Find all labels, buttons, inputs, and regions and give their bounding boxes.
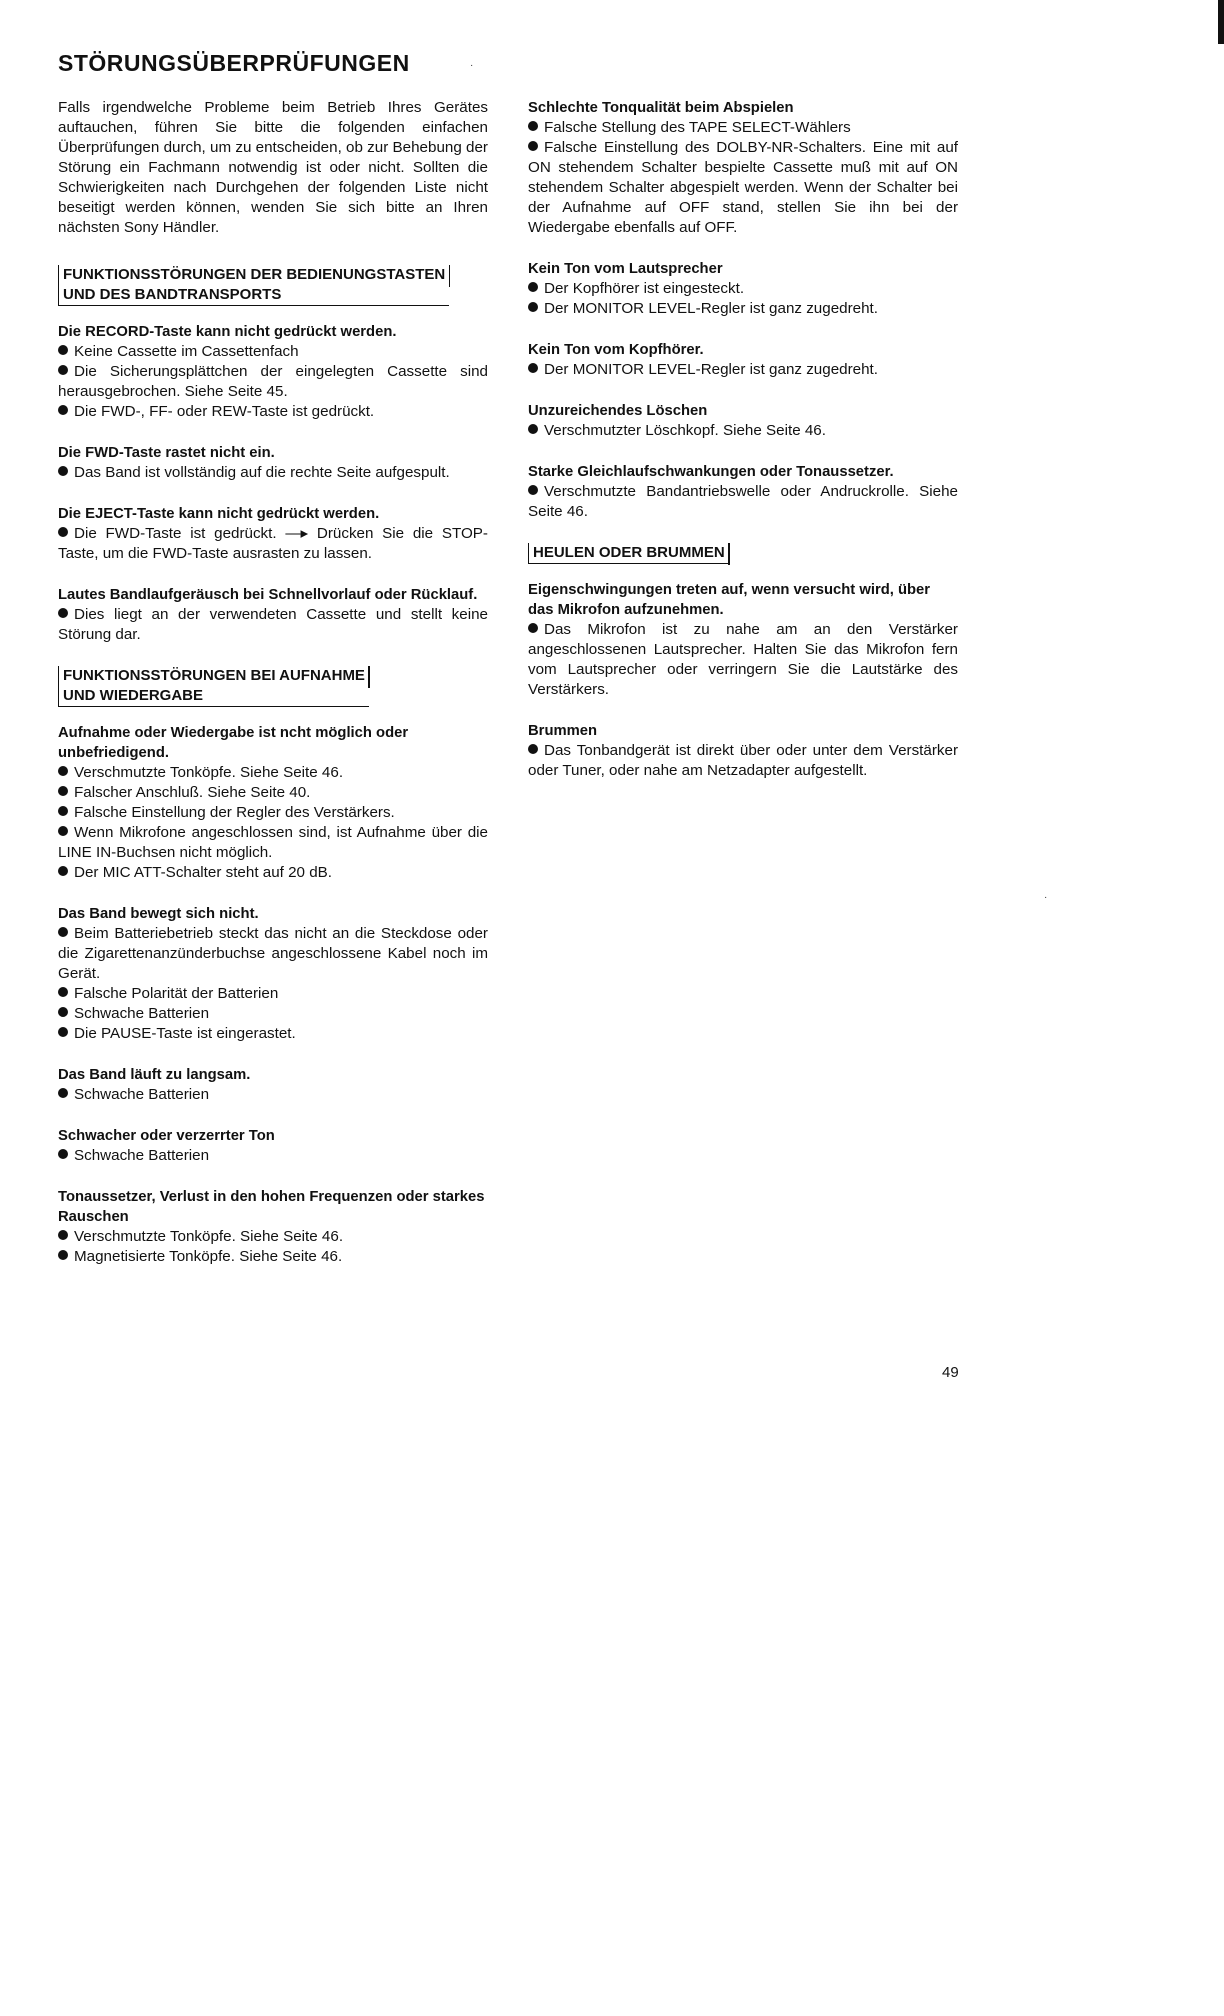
problem-title: Die EJECT-Taste kann nicht gedrückt werden. xyxy=(58,506,380,522)
trouble-section xyxy=(58,504,488,564)
cause-item xyxy=(58,1085,488,1105)
trouble-section xyxy=(58,322,488,422)
trouble-section xyxy=(528,259,958,319)
bullet-icon xyxy=(528,424,538,434)
problem-title: Starke Gleichlaufschwankungen oder Tonaussetzer. xyxy=(528,464,894,480)
trouble-section xyxy=(58,1126,488,1166)
cause-item xyxy=(528,299,958,319)
box-border-tick xyxy=(728,543,730,565)
trouble-group xyxy=(58,666,488,1267)
cause-text: Falsche Polarität der Batterien xyxy=(74,985,279,1002)
cause-text: Der MIC ATT-Schalter steht auf 20 dB. xyxy=(74,864,333,881)
bullet-icon xyxy=(528,141,538,151)
page-number: 49 xyxy=(942,1364,959,1381)
cause-text: Das Mikrofon ist zu nahe am an den Verstärker angeschlossenen Lautsprecher. Halten Sie das Mikrofon fern vom Lautsprecher oder verringern Sie die Lautstärke des Verstärkers. xyxy=(528,621,958,698)
trouble-section xyxy=(58,585,488,645)
bullet-icon xyxy=(58,1149,68,1159)
trouble-section xyxy=(528,98,958,238)
cause-text: Die FWD-, FF- oder REW-Taste ist gedrückt. xyxy=(74,403,375,420)
cause-text: Falsche Stellung des TAPE SELECT-Wählers xyxy=(544,119,851,136)
section-heading-box xyxy=(528,543,729,564)
cause-item xyxy=(58,1247,488,1267)
problem-title: Brummen xyxy=(528,723,598,739)
trouble-section xyxy=(528,340,958,380)
cause-text: Verschmutzte Bandantriebswelle oder Andruckrolle. Siehe Seite 46. xyxy=(528,483,958,520)
cause-item xyxy=(528,138,958,238)
problem-title: Lautes Bandlaufgeräusch bei Schnellvorlauf oder Rücklauf. xyxy=(58,587,478,603)
cause-item xyxy=(58,402,488,422)
bullet-icon xyxy=(58,527,68,537)
right-top-sections xyxy=(528,98,958,522)
cause-text: Schwache Batterien xyxy=(74,1005,210,1022)
trouble-section xyxy=(528,580,958,700)
bullet-icon xyxy=(58,1007,68,1017)
cause-text: Der Kopfhörer ist eingesteckt. xyxy=(544,280,745,297)
problem-title: Tonaussetzer, Verlust in den hohen Frequenzen oder starkes Rauschen xyxy=(58,1189,485,1225)
bullet-icon xyxy=(58,786,68,796)
cause-text: Falsche Einstellung der Regler des Verstärkers. xyxy=(74,804,395,821)
page-title: STÖRUNGSÜBERPRÜFUNGEN xyxy=(58,50,410,76)
cause-text: Keine Cassette im Cassettenfach xyxy=(74,343,299,360)
cause-item xyxy=(58,463,488,483)
bullet-icon xyxy=(58,927,68,937)
cause-item xyxy=(58,1227,488,1247)
cause-item xyxy=(528,482,958,522)
bullet-icon xyxy=(58,766,68,776)
cause-item xyxy=(58,605,488,645)
cause-item xyxy=(58,1024,488,1044)
cause-item xyxy=(58,863,488,883)
cause-text: Magnetisierte Tonköpfe. Siehe Seite 46. xyxy=(74,1248,343,1265)
cause-text: Das Tonbandgerät ist direkt über oder unter dem Verstärker oder Tuner, oder nahe am Netzadapter aufgestellt. xyxy=(528,742,958,779)
problem-title: Schlechte Tonqualität beim Abspielen xyxy=(528,100,794,116)
bullet-icon xyxy=(528,623,538,633)
cause-text: Schwache Batterien xyxy=(74,1086,210,1103)
cause-item xyxy=(528,279,958,299)
section-heading-box xyxy=(58,265,449,306)
box-border-tick xyxy=(449,265,451,287)
section-heading-line: HEULEN ODER BRUMMEN xyxy=(533,544,725,561)
cause-item xyxy=(58,1146,488,1166)
bullet-icon xyxy=(58,466,68,476)
section-heading-line: UND WIEDERGABE xyxy=(63,687,204,704)
cause-text: Verschmutzte Tonköpfe. Siehe Seite 46. xyxy=(74,764,344,781)
cause-item xyxy=(58,342,488,362)
bullet-icon xyxy=(528,744,538,754)
stray-mark: · xyxy=(1044,892,1048,903)
edge-mark xyxy=(1218,0,1224,44)
cause-text: Der MONITOR LEVEL-Regler ist ganz zugedreht. xyxy=(544,361,878,378)
bullet-icon xyxy=(58,1250,68,1260)
cause-item xyxy=(58,783,488,803)
cause-text: Dies liegt an der verwendeten Cassette und stellt keine Störung dar. xyxy=(58,606,488,643)
bullet-icon xyxy=(528,282,538,292)
cause-text: Schwache Batterien xyxy=(74,1147,210,1164)
problem-title: Kein Ton vom Lautsprecher xyxy=(528,261,723,277)
cause-item xyxy=(58,1004,488,1024)
problem-title: Die RECORD-Taste kann nicht gedrückt werden. xyxy=(58,324,397,340)
cause-text: Verschmutzte Tonköpfe. Siehe Seite 46. xyxy=(74,1228,344,1245)
problem-title: Aufnahme oder Wiedergabe ist ncht möglich oder unbefriedigend. xyxy=(58,725,409,761)
bullet-icon xyxy=(58,345,68,355)
trouble-section xyxy=(58,904,488,1044)
cause-text: Falsche Einstellung des DOLBY-NR-Schalters. Eine mit auf ON stehendem Schalter bespielte Cassette muß mit auf ON stehendem Schalter abgespielt werden. Wenn der Schalter bei der Aufnahme auf OFF stand, stellen Sie ihn bei der Wiedergabe ebenfalls auf OFF. xyxy=(528,139,958,236)
box-border-tick xyxy=(368,666,370,688)
bullet-icon xyxy=(58,1027,68,1037)
problem-title: Das Band läuft zu langsam. xyxy=(58,1067,251,1083)
cause-item xyxy=(528,741,958,781)
trouble-section xyxy=(528,721,958,781)
cause-text: Das Band ist vollständig auf die rechte Seite aufgespult. xyxy=(74,464,450,481)
bullet-icon xyxy=(528,121,538,131)
trouble-section xyxy=(528,462,958,522)
bullet-icon xyxy=(58,365,68,375)
right-group xyxy=(528,543,958,781)
left-groups xyxy=(58,265,488,1267)
cause-text: Falscher Anschluß. Siehe Seite 40. xyxy=(74,784,311,801)
cause-text: Die PAUSE-Taste ist eingerastet. xyxy=(74,1025,296,1042)
cause-item xyxy=(58,362,488,402)
bullet-icon xyxy=(58,826,68,836)
intro-paragraph: Falls irgendwelche Probleme beim Betrieb Ihres Gerätes auftauchen, führen Sie bitte die folgenden einfachen Überprüfungen durch, um zu entscheiden, ob zur Behebung der Störung ein Fachmann notwendig ist oder nicht. Sollten die Schwierigkeiten nach Durchgehen der folgenden Liste nicht beseitigt werden können, wenden Sie sich bitte an Ihren nächsten Sony Händler. xyxy=(58,99,488,236)
problem-title: Eigenschwingungen treten auf, wenn versucht wird, über das Mikrofon aufzunehmen. xyxy=(528,582,931,618)
bullet-icon xyxy=(58,608,68,618)
section-heading-box xyxy=(58,666,369,707)
cause-item xyxy=(58,924,488,984)
cause-item xyxy=(528,620,958,700)
section-heading-line: UND DES BANDTRANSPORTS xyxy=(63,286,282,303)
bullet-icon xyxy=(58,1230,68,1240)
cause-text: Der MONITOR LEVEL-Regler ist ganz zugedreht. xyxy=(544,300,878,317)
bullet-icon xyxy=(58,405,68,415)
cause-text: Verschmutzter Löschkopf. Siehe Seite 46. xyxy=(544,422,826,439)
cause-item xyxy=(58,984,488,1004)
cause-item xyxy=(528,421,958,441)
cause-item xyxy=(528,360,958,380)
left-column xyxy=(58,98,488,1288)
cause-item xyxy=(58,823,488,863)
problem-title: Kein Ton vom Kopfhörer. xyxy=(528,342,704,358)
cause-item xyxy=(58,803,488,823)
bullet-icon xyxy=(58,987,68,997)
trouble-section xyxy=(58,1065,488,1105)
problem-title: Unzureichendes Löschen xyxy=(528,403,708,419)
bullet-icon xyxy=(58,1088,68,1098)
cause-item xyxy=(58,524,488,564)
trouble-section xyxy=(528,401,958,441)
trouble-section xyxy=(58,1187,488,1267)
problem-title: Das Band bewegt sich nicht. xyxy=(58,906,259,922)
trouble-group xyxy=(58,265,488,645)
cause-text: Die FWD-Taste ist gedrückt. —▸ Drücken Sie die STOP-Taste, um die FWD-Taste ausrasten zu lassen. xyxy=(58,525,488,562)
bullet-icon xyxy=(528,363,538,373)
cause-text: Wenn Mikrofone angeschlossen sind, ist Aufnahme über die LINE IN-Buchsen nicht möglich. xyxy=(58,824,488,861)
bullet-icon xyxy=(528,302,538,312)
stray-mark: · xyxy=(470,60,474,71)
cause-text: Die Sicherungsplättchen der eingelegten Cassette sind herausgebrochen. Siehe Seite 45. xyxy=(58,363,488,400)
trouble-section xyxy=(58,443,488,483)
problem-title: Schwacher oder verzerrter Ton xyxy=(58,1128,275,1144)
cause-text: Beim Batteriebetrieb steckt das nicht an die Steckdose oder die Zigarettenanzünderbuchse angeschlossene Kabel noch im Gerät. xyxy=(58,925,488,982)
bullet-icon xyxy=(58,806,68,816)
section-heading-line: FUNKTIONSSTÖRUNGEN BEI AUFNAHME xyxy=(63,667,365,684)
trouble-section xyxy=(58,723,488,883)
cause-item xyxy=(58,763,488,783)
right-column xyxy=(528,98,958,802)
section-heading-line: FUNKTIONSSTÖRUNGEN DER BEDIENUNGSTASTEN xyxy=(63,266,446,283)
bullet-icon xyxy=(528,485,538,495)
bullet-icon xyxy=(58,866,68,876)
cause-item xyxy=(528,118,958,138)
problem-title: Die FWD-Taste rastet nicht ein. xyxy=(58,445,275,461)
